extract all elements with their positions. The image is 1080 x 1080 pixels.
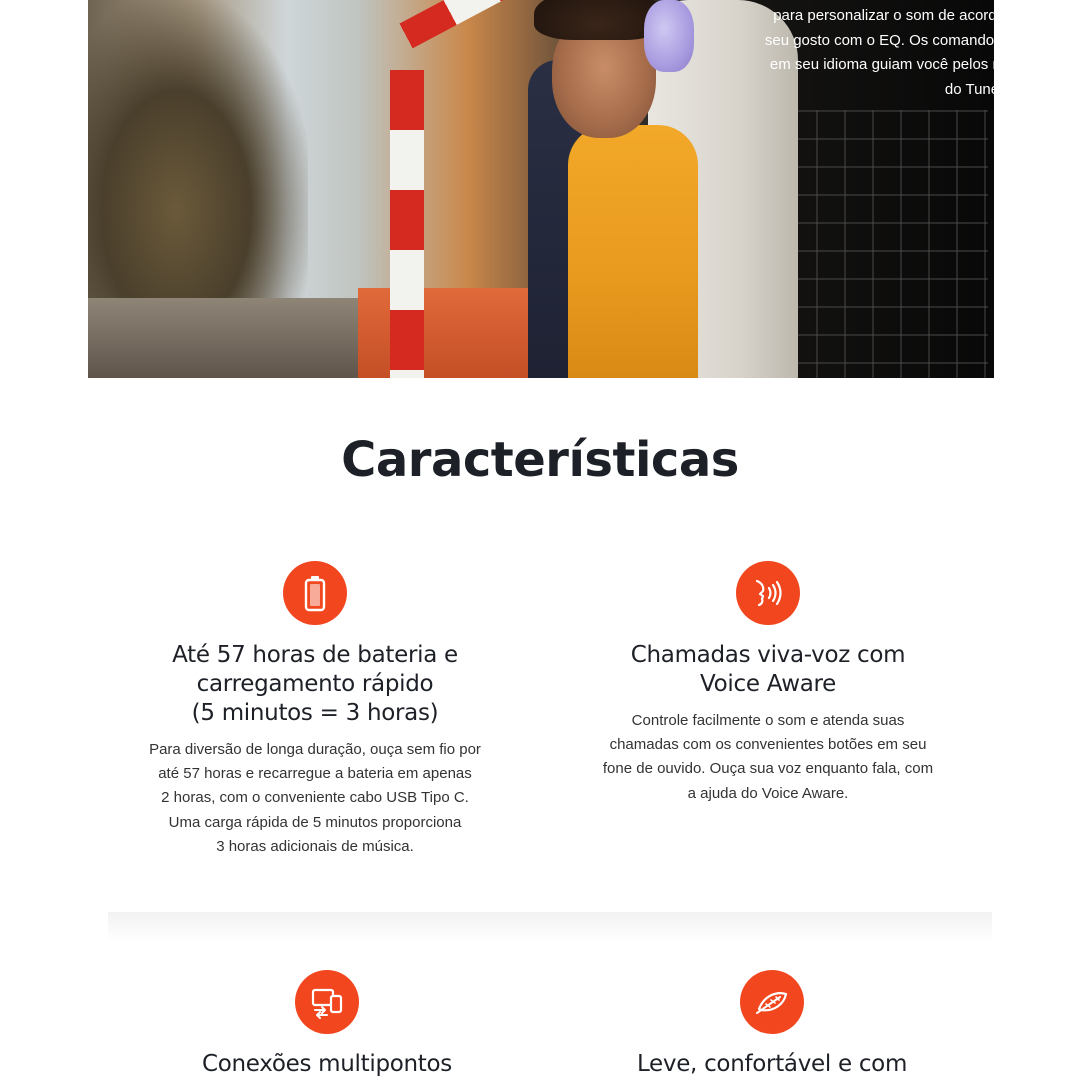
multipoint-devices-icon: [295, 970, 359, 1034]
voice-icon: [736, 561, 800, 625]
hero-image: [88, 0, 1050, 378]
feature-description-line: a ajuda do Voice Aware.: [687, 784, 849, 802]
battery-icon: [283, 561, 347, 625]
feature-title: [558, 641, 978, 699]
feature-lightweight: [562, 970, 982, 1079]
hero-line: do Tune 520BT.: [944, 80, 1050, 98]
feature-title-line: Até 57 horas de bateria e: [172, 642, 458, 668]
feature-title: [117, 1050, 537, 1079]
feature-description-line: Para diversão de longa duração, ouça sem fio por: [149, 741, 481, 758]
hero-headphone: [644, 0, 694, 72]
section-title: Características: [341, 432, 739, 488]
feature-voice-aware: [558, 561, 978, 806]
feature-description-line: chamadas com os convenientes botões em seu: [609, 736, 927, 754]
hero-line: para personalizar o som de acordo com o: [773, 7, 1050, 24]
feature-multipoint: [117, 970, 537, 1079]
feature-description-line: 2 horas, com o conveniente cabo USB Tipo C.: [161, 789, 469, 807]
feature-battery: [105, 561, 525, 859]
feature-title-line: Chamadas viva-voz com: [630, 642, 906, 668]
feature-title-line: Conexões multipontos: [202, 1051, 452, 1077]
hero-hoodie: [568, 125, 698, 378]
feature-title-line: Leve, confortável e com: [636, 1051, 908, 1077]
hero-goal-crossbar: [399, 0, 536, 48]
feature-title: [562, 1050, 982, 1079]
hero-description: [708, 4, 1050, 102]
feature-title-line: Voice Aware: [699, 671, 837, 697]
feature-description-line: Uma carga rápida de 5 minutos proporciona: [168, 813, 462, 831]
feature-title-line: (5 minutos = 3 horas): [191, 700, 439, 726]
feather-icon: [740, 970, 804, 1034]
feature-title-line: carregamento rápido: [196, 671, 434, 697]
feature-description-line: fone de ouvido. Ouça sua voz enquanto fala, com: [602, 760, 934, 778]
hero-line: seu gosto com o EQ. Os comandos de voz: [764, 31, 1050, 49]
feature-description-line: 3 horas adicionais de música.: [216, 837, 414, 855]
feature-description: [558, 709, 978, 806]
hero-tree: [88, 0, 308, 300]
feature-description-line: Controle facilmente o som e atenda suas: [631, 712, 905, 729]
hero-goal-post: [390, 70, 424, 378]
section-divider: [108, 912, 992, 942]
feature-description-line: até 57 horas e recarregue a bateria em apenas: [158, 765, 472, 783]
hero-window-grid: [788, 110, 988, 378]
feature-title: [105, 641, 525, 728]
hero-line: em seu idioma guiam você pelos recursos: [769, 56, 1050, 73]
feature-description: [105, 738, 525, 859]
